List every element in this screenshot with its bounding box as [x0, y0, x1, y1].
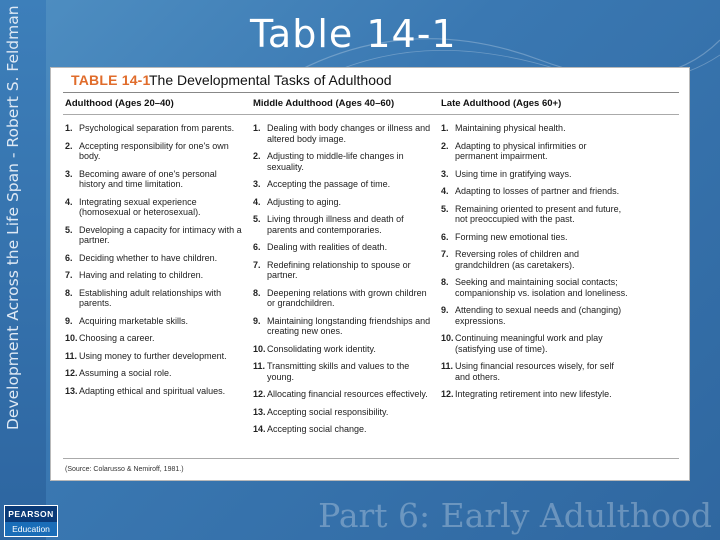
list-item	[253, 361, 433, 382]
list-item	[65, 288, 245, 309]
list-item	[441, 249, 631, 270]
item-text: Redefining relationship to spouse or partner.	[267, 259, 411, 280]
list-item	[65, 225, 245, 246]
list-item	[65, 270, 245, 281]
item-text: Assuming a social role.	[79, 368, 172, 378]
list-item	[253, 260, 433, 281]
list-item	[65, 253, 245, 264]
item-number: 12.	[65, 368, 78, 378]
list-item	[65, 351, 245, 362]
list-item	[441, 277, 631, 298]
item-text: Developing a capacity for intimacy with a partner.	[79, 224, 242, 245]
item-number: 13.	[65, 385, 78, 396]
pearson-logo	[4, 505, 58, 537]
item-text: Deepening relations with grown children or grandchildren.	[267, 287, 427, 308]
list-item	[253, 214, 433, 235]
item-number: 4.	[65, 196, 73, 207]
item-text: Accepting social responsibility.	[267, 406, 389, 417]
list-item	[441, 123, 631, 134]
item-number: 11.	[65, 350, 78, 361]
item-number: 12.	[253, 389, 266, 399]
list-item	[441, 169, 631, 180]
item-number: 11.	[253, 361, 266, 371]
item-number: 7.	[253, 259, 261, 270]
slide-title: Table 14-1	[250, 12, 457, 56]
item-number: 7.	[441, 249, 449, 259]
list-item	[253, 389, 433, 400]
item-number: 4.	[253, 196, 261, 207]
list-item	[65, 386, 245, 397]
item-text: Adapting to losses of partner and friends.	[455, 186, 620, 196]
list-item	[441, 232, 631, 243]
item-number: 2.	[65, 140, 73, 151]
list-item	[65, 316, 245, 327]
item-text: Transmitting skills and values to the young.	[267, 361, 410, 382]
list-item	[65, 197, 245, 218]
item-text: Maintaining longstanding friendships and creating new ones.	[267, 315, 431, 336]
table-source-note: (Source: Colarusso & Nemiroff, 1981.)	[65, 466, 184, 473]
list-item	[441, 389, 631, 400]
column-late-adulthood	[441, 123, 631, 407]
item-number: 10.	[253, 343, 266, 354]
item-text: Adapting ethical and spiritual values.	[79, 385, 226, 396]
sidebar-band	[0, 0, 46, 540]
item-number: 5.	[65, 224, 73, 235]
item-text: Dealing with realities of death.	[267, 242, 388, 252]
item-number: 2.	[253, 151, 261, 161]
list-item	[441, 333, 631, 354]
list-item	[253, 288, 433, 309]
item-text: Allocating financial resources effectively.	[267, 389, 428, 399]
list-item	[253, 151, 433, 172]
logo-brand: PEARSON	[5, 506, 57, 522]
item-number: 9.	[253, 315, 261, 326]
item-number: 4.	[441, 186, 449, 196]
item-text: Adjusting to aging.	[267, 196, 342, 207]
item-text: Remaining oriented to present and future, not preoccupied with the past.	[455, 203, 622, 224]
item-text: Becoming aware of one's personal history and time limitation.	[79, 168, 217, 189]
item-text: Establishing adult relationships with parents.	[79, 287, 222, 308]
list-item	[65, 368, 245, 379]
item-number: 10.	[65, 333, 78, 343]
item-text: Adapting to physical infirmities or permanent impairment.	[455, 140, 587, 161]
item-number: 1.	[65, 123, 73, 133]
list-item	[441, 361, 631, 382]
item-number: 7.	[65, 270, 73, 280]
item-text: Accepting social change.	[267, 424, 367, 434]
item-number: 3.	[65, 168, 73, 179]
item-number: 6.	[253, 242, 261, 252]
table-title: The Developmental Tasks of Adulthood	[149, 72, 392, 88]
item-text: Maintaining physical health.	[455, 123, 566, 133]
item-text: Forming new emotional ties.	[455, 231, 568, 242]
heading-rule	[63, 92, 679, 93]
list-item	[65, 123, 245, 134]
item-number: 14.	[253, 424, 266, 434]
item-number: 5.	[441, 203, 449, 214]
item-number: 8.	[441, 277, 449, 287]
item-number: 1.	[253, 123, 261, 133]
item-number: 2.	[441, 140, 449, 151]
item-text: Accepting the passage of time.	[267, 179, 391, 189]
list-item	[441, 186, 631, 197]
item-number: 3.	[441, 168, 449, 179]
item-number: 9.	[441, 305, 449, 315]
item-text: Seeking and maintaining social contacts; companionship vs. isolation and loneliness.	[455, 277, 628, 298]
column-header-rule	[63, 114, 679, 115]
item-text: Using time in gratifying ways.	[455, 168, 572, 179]
list-item	[65, 141, 245, 162]
sidebar-title-text: Development Across the Life Span - Robert S. Feldman	[4, 5, 22, 430]
logo-sub: Education	[5, 522, 57, 536]
table-card	[50, 67, 690, 481]
item-number: 6.	[441, 231, 449, 242]
item-text: Adjusting to middle-life changes in sexuality.	[267, 151, 404, 172]
list-item	[441, 204, 631, 225]
item-text: Using financial resources wisely, for self and others.	[455, 361, 614, 382]
item-text: Deciding whether to have children.	[79, 252, 218, 263]
list-item	[253, 424, 433, 435]
item-number: 6.	[65, 252, 73, 263]
item-number: 12.	[441, 389, 454, 399]
item-text: Having and relating to children.	[79, 270, 204, 280]
footer-part-title: Part 6: Early Adulthood	[318, 496, 712, 535]
list-item	[253, 242, 433, 253]
item-text: Psychological separation from parents.	[79, 123, 235, 133]
item-number: 1.	[441, 123, 449, 133]
column-adulthood	[65, 123, 245, 403]
list-item	[441, 141, 631, 162]
table-label: TABLE 14-1	[71, 72, 151, 88]
item-number: 5.	[253, 214, 261, 224]
column-header-adulthood: Adulthood (Ages 20–40)	[65, 98, 174, 109]
item-text: Using money to further development.	[79, 350, 227, 361]
list-item	[253, 344, 433, 355]
item-text: Choosing a career.	[79, 333, 155, 343]
item-number: 11.	[441, 361, 454, 371]
list-item	[65, 333, 245, 344]
item-number: 9.	[65, 315, 73, 326]
list-item	[65, 169, 245, 190]
item-text: Acquiring marketable skills.	[79, 315, 189, 326]
item-text: Continuing meaningful work and play (satisfying use of time).	[455, 333, 603, 354]
list-item	[253, 197, 433, 208]
item-number: 8.	[253, 287, 261, 298]
list-item	[253, 316, 433, 337]
item-text: Reversing roles of children and grandchildren (as caretakers).	[455, 249, 580, 270]
item-text: Attending to sexual needs and (changing) expressions.	[455, 305, 622, 326]
item-number: 8.	[65, 287, 73, 298]
item-text: Integrating sexual experience (homosexual or heterosexual).	[79, 196, 201, 217]
item-text: Accepting responsibility for one's own body.	[79, 140, 229, 161]
item-text: Consolidating work identity.	[267, 343, 376, 354]
item-text: Dealing with body changes or illness and altered body image.	[267, 123, 431, 144]
table-heading	[61, 71, 681, 91]
list-item	[253, 123, 433, 144]
column-header-late-adulthood: Late Adulthood (Ages 60+)	[441, 98, 562, 109]
item-text: Integrating retirement into new lifestyle.	[455, 389, 612, 399]
item-number: 3.	[253, 179, 261, 189]
list-item	[253, 407, 433, 418]
item-number: 10.	[441, 333, 454, 343]
item-text: Living through illness and death of parents and contemporaries.	[267, 214, 404, 235]
column-header-middle-adulthood: Middle Adulthood (Ages 40–60)	[253, 98, 395, 109]
footer-rule	[63, 458, 679, 459]
list-item	[441, 305, 631, 326]
column-middle-adulthood	[253, 123, 433, 442]
item-number: 13.	[253, 406, 266, 417]
list-item	[253, 179, 433, 190]
